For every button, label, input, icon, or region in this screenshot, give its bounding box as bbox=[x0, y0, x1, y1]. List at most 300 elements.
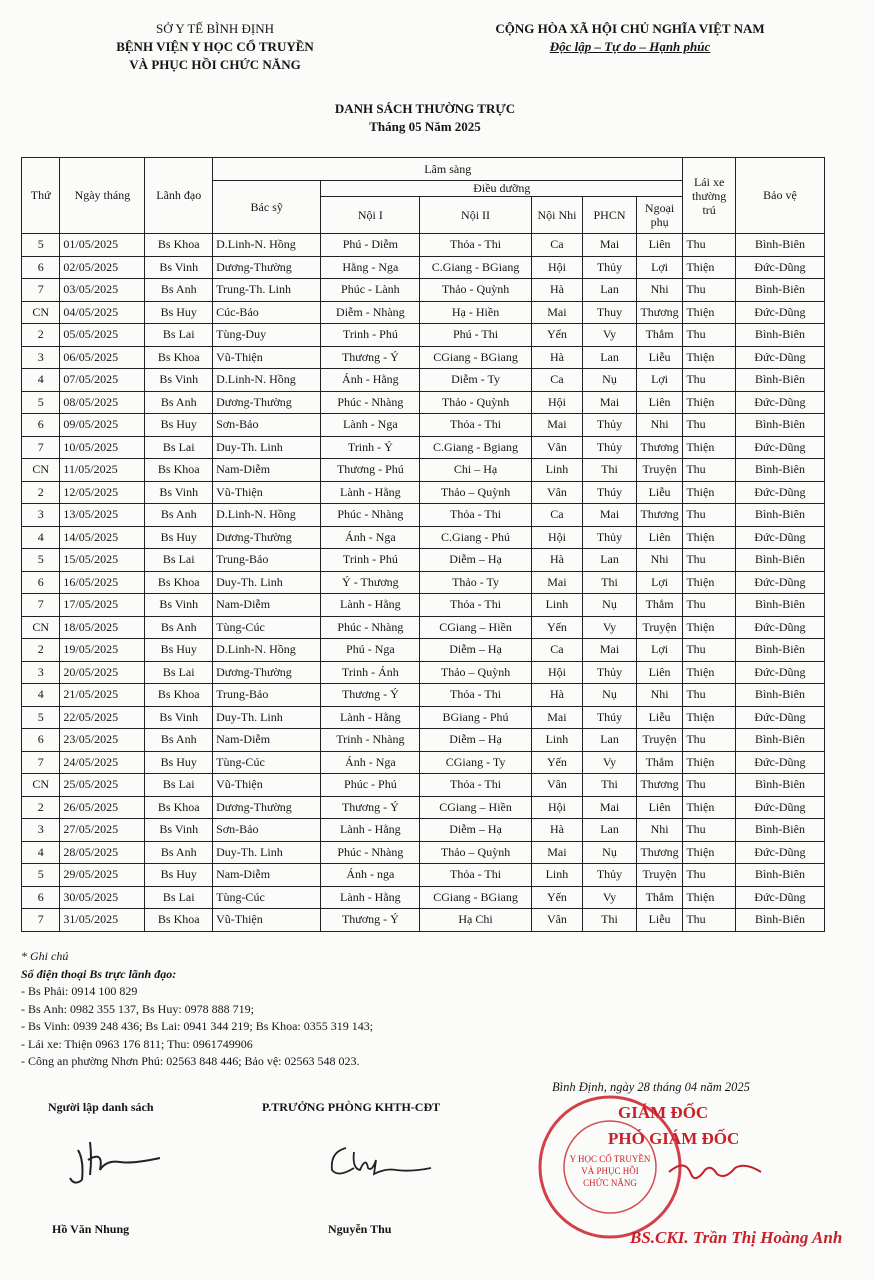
cell-noi1: Ánh - Nga bbox=[321, 751, 420, 774]
cell-ngoai-phu: Thương bbox=[636, 774, 683, 797]
cell-bao-ve: Bình-Biên bbox=[735, 369, 824, 392]
cell-lanh-dao: Bs Huy bbox=[145, 414, 213, 437]
director-name: BS.CKI. Trần Thị Hoàng Anh bbox=[630, 1228, 843, 1247]
cell-lai-xe: Thiện bbox=[683, 796, 736, 819]
cell-ngay: 15/05/2025 bbox=[60, 549, 145, 572]
phone-line: - Bs Phải: 0914 100 829 bbox=[21, 984, 138, 998]
cell-noi-nhi: Hà bbox=[531, 549, 583, 572]
header-bao-ve: Bảo vệ bbox=[735, 158, 824, 234]
cell-lai-xe: Thu bbox=[683, 369, 736, 392]
cell-noi-nhi: Hội bbox=[531, 256, 583, 279]
cell-bao-ve: Đức-Dũng bbox=[735, 796, 824, 819]
cell-lanh-dao: Bs Anh bbox=[145, 841, 213, 864]
cell-ngay: 23/05/2025 bbox=[60, 729, 145, 752]
cell-lanh-dao: Bs Huy bbox=[145, 526, 213, 549]
table-row bbox=[22, 661, 825, 684]
cell-ngay: 21/05/2025 bbox=[60, 684, 145, 707]
cell-noi2: CGiang - BGiang bbox=[420, 346, 531, 369]
cell-noi2: Chi – Hạ bbox=[420, 459, 531, 482]
cell-lai-xe: Thiện bbox=[683, 346, 736, 369]
cell-noi1: Hằng - Nga bbox=[321, 256, 420, 279]
cell-noi2: Thỏa - Thi bbox=[420, 684, 531, 707]
cell-noi2: Thảo – Quỳnh bbox=[420, 661, 531, 684]
cell-thu: 7 bbox=[22, 279, 60, 302]
cell-phcn: Nụ bbox=[583, 684, 637, 707]
cell-bac-si: Tùng-Cúc bbox=[213, 886, 321, 909]
phone-title: Số điện thoại Bs trực lãnh đạo: bbox=[21, 966, 177, 981]
cell-lanh-dao: Bs Huy bbox=[145, 864, 213, 887]
svg-text:CHỨC NĂNG: CHỨC NĂNG bbox=[583, 1178, 637, 1188]
table-row bbox=[22, 796, 825, 819]
cell-bao-ve: Bình-Biên bbox=[735, 729, 824, 752]
cell-ngay: 03/05/2025 bbox=[60, 279, 145, 302]
cell-thu: 5 bbox=[22, 234, 60, 257]
cell-ngay: 25/05/2025 bbox=[60, 774, 145, 797]
cell-noi-nhi: Mai bbox=[531, 841, 583, 864]
header-lanh-dao: Lãnh đạo bbox=[145, 158, 213, 234]
cell-lanh-dao: Bs Khoa bbox=[145, 234, 213, 257]
cell-bao-ve: Bình-Biên bbox=[735, 504, 824, 527]
cell-lai-xe: Thiện bbox=[683, 391, 736, 414]
cell-bac-si: D.Linh-N. Hồng bbox=[213, 234, 321, 257]
hospital-name: BỆNH VIỆN Y HỌC CỔ TRUYỀN bbox=[116, 39, 314, 54]
cell-ngay: 20/05/2025 bbox=[60, 661, 145, 684]
cell-lai-xe: Thiện bbox=[683, 436, 736, 459]
cell-phcn: Nụ bbox=[583, 841, 637, 864]
cell-phcn: Mai bbox=[583, 504, 637, 527]
cell-lanh-dao: Bs Vinh bbox=[145, 256, 213, 279]
cell-thu: 2 bbox=[22, 796, 60, 819]
table-row bbox=[22, 841, 825, 864]
cell-phcn: Mai bbox=[583, 639, 637, 662]
cell-bao-ve: Đức-Dũng bbox=[735, 841, 824, 864]
cell-bao-ve: Bình-Biên bbox=[735, 639, 824, 662]
cell-lai-xe: Thu bbox=[683, 774, 736, 797]
cell-ngoai-phu: Truyện bbox=[636, 459, 683, 482]
cell-noi-nhi: Vân bbox=[531, 481, 583, 504]
cell-lanh-dao: Bs Anh bbox=[145, 504, 213, 527]
cell-phcn: Thủy bbox=[583, 414, 637, 437]
cell-lanh-dao: Bs Lai bbox=[145, 661, 213, 684]
cell-bao-ve: Bình-Biên bbox=[735, 594, 824, 617]
cell-lai-xe: Thu bbox=[683, 504, 736, 527]
cell-noi1: Lành - Hằng bbox=[321, 886, 420, 909]
cell-ngay: 29/05/2025 bbox=[60, 864, 145, 887]
cell-noi-nhi: Mai bbox=[531, 414, 583, 437]
cell-phcn: Vy bbox=[583, 751, 637, 774]
cell-ngay: 01/05/2025 bbox=[60, 234, 145, 257]
cell-noi2: CGiang – Hiền bbox=[420, 796, 531, 819]
cell-noi-nhi: Yến bbox=[531, 324, 583, 347]
cell-lai-xe: Thiện bbox=[683, 481, 736, 504]
cell-ngoai-phu: Nhi bbox=[636, 549, 683, 572]
cell-ngoai-phu: Nhi bbox=[636, 414, 683, 437]
cell-noi1: Phúc - Lành bbox=[321, 279, 420, 302]
cell-lanh-dao: Bs Huy bbox=[145, 301, 213, 324]
cell-bac-si: Duy-Th. Linh bbox=[213, 436, 321, 459]
cell-thu: 2 bbox=[22, 481, 60, 504]
cell-thu: 3 bbox=[22, 504, 60, 527]
cell-lai-xe: Thu bbox=[683, 819, 736, 842]
cell-bac-si: Dương-Thường bbox=[213, 256, 321, 279]
preparer-name: Hồ Văn Nhung bbox=[52, 1222, 130, 1236]
cell-thu: 2 bbox=[22, 639, 60, 662]
cell-noi-nhi: Ca bbox=[531, 369, 583, 392]
cell-lai-xe: Thu bbox=[683, 594, 736, 617]
phone-line: - Bs Anh: 0982 355 137, Bs Huy: 0978 888 719; bbox=[21, 1001, 255, 1016]
cell-bao-ve: Đức-Dũng bbox=[735, 481, 824, 504]
cell-noi-nhi: Linh bbox=[531, 594, 583, 617]
cell-noi1: Thương - Ý bbox=[321, 909, 420, 932]
cell-ngay: 05/05/2025 bbox=[60, 324, 145, 347]
table-row bbox=[22, 751, 825, 774]
cell-thu: 6 bbox=[22, 729, 60, 752]
cell-lanh-dao: Bs Khoa bbox=[145, 571, 213, 594]
cell-thu: 6 bbox=[22, 571, 60, 594]
cell-phcn: Lan bbox=[583, 279, 637, 302]
table-row bbox=[22, 819, 825, 842]
cell-phcn: Thủy bbox=[583, 436, 637, 459]
cell-bao-ve: Đức-Dũng bbox=[735, 301, 824, 324]
cell-noi-nhi: Mai bbox=[531, 571, 583, 594]
header-ngoai-phu: Ngoại phụ bbox=[636, 197, 683, 234]
cell-lanh-dao: Bs Lai bbox=[145, 549, 213, 572]
cell-noi-nhi: Vân bbox=[531, 909, 583, 932]
cell-lanh-dao: Bs Khoa bbox=[145, 346, 213, 369]
cell-bac-si: Nam-Diễm bbox=[213, 864, 321, 887]
department-name: SỞ Y TẾ BÌNH ĐỊNH bbox=[156, 21, 274, 36]
cell-bao-ve: Bình-Biên bbox=[735, 459, 824, 482]
cell-noi2: C.Giang - BGiang bbox=[420, 256, 531, 279]
cell-noi1: Thương - Phú bbox=[321, 459, 420, 482]
national-title: CỘNG HÒA XÃ HỘI CHỦ NGHĨA VIỆT NAM bbox=[495, 21, 765, 36]
cell-thu: 6 bbox=[22, 256, 60, 279]
cell-noi1: Trinh - Ý bbox=[321, 436, 420, 459]
cell-thu: 4 bbox=[22, 369, 60, 392]
cell-lanh-dao: Bs Khoa bbox=[145, 684, 213, 707]
cell-noi-nhi: Yến bbox=[531, 886, 583, 909]
cell-noi1: Lành - Nga bbox=[321, 414, 420, 437]
cell-bao-ve: Bình-Biên bbox=[735, 324, 824, 347]
cell-bac-si: D.Linh-N. Hồng bbox=[213, 369, 321, 392]
cell-lai-xe: Thiện bbox=[683, 616, 736, 639]
cell-thu: 4 bbox=[22, 841, 60, 864]
cell-bac-si: Dương-Thường bbox=[213, 526, 321, 549]
cell-noi2: C.Giang - Phú bbox=[420, 526, 531, 549]
cell-bac-si: Duy-Th. Linh bbox=[213, 706, 321, 729]
mid-name: Nguyễn Thu bbox=[328, 1222, 392, 1236]
title-month: Tháng 05 Năm 2025 bbox=[369, 119, 481, 134]
cell-noi2: Diễm – Hạ bbox=[420, 819, 531, 842]
cell-thu: 7 bbox=[22, 751, 60, 774]
cell-noi1: Ánh - nga bbox=[321, 864, 420, 887]
cell-ngay: 10/05/2025 bbox=[60, 436, 145, 459]
preparer-role: Người lập danh sách bbox=[48, 1100, 154, 1114]
cell-lai-xe: Thu bbox=[683, 459, 736, 482]
cell-bao-ve: Bình-Biên bbox=[735, 234, 824, 257]
cell-bao-ve: Đức-Dũng bbox=[735, 526, 824, 549]
table-row bbox=[22, 729, 825, 752]
notes-label: * Ghi chú bbox=[21, 949, 69, 963]
table-row bbox=[22, 301, 825, 324]
cell-noi1: Diễm - Nhàng bbox=[321, 301, 420, 324]
cell-ngoai-phu: Thương bbox=[636, 436, 683, 459]
cell-phcn: Thi bbox=[583, 774, 637, 797]
cell-noi1: Phú - Diễm bbox=[321, 234, 420, 257]
cell-phcn: Thủy bbox=[583, 256, 637, 279]
cell-lanh-dao: Bs Khoa bbox=[145, 909, 213, 932]
cell-lanh-dao: Bs Khoa bbox=[145, 796, 213, 819]
cell-noi-nhi: Yến bbox=[531, 751, 583, 774]
cell-phcn: Thi bbox=[583, 909, 637, 932]
cell-lanh-dao: Bs Lai bbox=[145, 774, 213, 797]
cell-noi-nhi: Ca bbox=[531, 639, 583, 662]
cell-lanh-dao: Bs Lai bbox=[145, 886, 213, 909]
cell-bac-si: Tùng-Cúc bbox=[213, 616, 321, 639]
cell-ngoai-phu: Nhi bbox=[636, 684, 683, 707]
cell-bao-ve: Đức-Dũng bbox=[735, 706, 824, 729]
table-row bbox=[22, 639, 825, 662]
cell-bao-ve: Bình-Biên bbox=[735, 909, 824, 932]
hospital-name-cont: VÀ PHỤC HỒI CHỨC NĂNG bbox=[129, 57, 301, 72]
cell-noi2: Thảo – Quỳnh bbox=[420, 481, 531, 504]
cell-bac-si: D.Linh-N. Hồng bbox=[213, 639, 321, 662]
table-row bbox=[22, 909, 825, 932]
cell-lanh-dao: Bs Khoa bbox=[145, 459, 213, 482]
cell-noi1: Phúc - Nhàng bbox=[321, 504, 420, 527]
cell-bac-si: Duy-Th. Linh bbox=[213, 841, 321, 864]
cell-thu: 7 bbox=[22, 594, 60, 617]
cell-noi2: Thỏa - Thi bbox=[420, 414, 531, 437]
cell-noi-nhi: Hà bbox=[531, 279, 583, 302]
cell-bao-ve: Đức-Dũng bbox=[735, 751, 824, 774]
director-title bbox=[608, 1100, 739, 1152]
cell-lanh-dao: Bs Huy bbox=[145, 751, 213, 774]
cell-ngay: 30/05/2025 bbox=[60, 886, 145, 909]
cell-noi2: CGiang - BGiang bbox=[420, 886, 531, 909]
cell-thu: 3 bbox=[22, 819, 60, 842]
cell-ngay: 22/05/2025 bbox=[60, 706, 145, 729]
cell-ngoai-phu: Thắm bbox=[636, 751, 683, 774]
cell-lai-xe: Thu bbox=[683, 684, 736, 707]
table-row bbox=[22, 774, 825, 797]
cell-ngay: 09/05/2025 bbox=[60, 414, 145, 437]
table-row bbox=[22, 616, 825, 639]
cell-lanh-dao: Bs Vinh bbox=[145, 706, 213, 729]
cell-ngoai-phu: Thắm bbox=[636, 324, 683, 347]
cell-noi2: Thỏa - Thi bbox=[420, 234, 531, 257]
cell-bao-ve: Bình-Biên bbox=[735, 819, 824, 842]
cell-noi2: Hạ Chi bbox=[420, 909, 531, 932]
national-header bbox=[465, 20, 795, 56]
cell-noi2: CGiang – Hiền bbox=[420, 616, 531, 639]
table-row bbox=[22, 436, 825, 459]
notes-section bbox=[21, 948, 373, 1071]
cell-noi1: Phúc - Nhàng bbox=[321, 616, 420, 639]
cell-phcn: Thi bbox=[583, 571, 637, 594]
svg-text:VÀ PHỤC HỒI: VÀ PHỤC HỒI bbox=[581, 1166, 639, 1176]
preparer-signature-icon bbox=[60, 1130, 180, 1190]
date-place-line: Bình Định, ngày 28 tháng 04 năm 2025 bbox=[552, 1080, 750, 1094]
cell-ngoai-phu: Liễu bbox=[636, 346, 683, 369]
cell-thu: 7 bbox=[22, 436, 60, 459]
cell-ngoai-phu: Thắm bbox=[636, 886, 683, 909]
cell-lai-xe: Thiện bbox=[683, 256, 736, 279]
cell-ngoai-phu: Thương bbox=[636, 841, 683, 864]
table-row bbox=[22, 346, 825, 369]
cell-noi1: Phú - Nga bbox=[321, 639, 420, 662]
cell-thu: 2 bbox=[22, 324, 60, 347]
table-row bbox=[22, 414, 825, 437]
cell-lai-xe: Thiện bbox=[683, 751, 736, 774]
cell-noi1: Lành - Hằng bbox=[321, 481, 420, 504]
deputy-role: PHÓ GIÁM ĐỐC bbox=[608, 1129, 740, 1148]
header-noi2: Nội II bbox=[420, 197, 531, 234]
cell-bac-si: Trung-Bảo bbox=[213, 684, 321, 707]
cell-ngay: 19/05/2025 bbox=[60, 639, 145, 662]
table-row bbox=[22, 391, 825, 414]
cell-thu: CN bbox=[22, 301, 60, 324]
cell-lai-xe: Thiện bbox=[683, 571, 736, 594]
header-dieu-duong: Điều dưỡng bbox=[321, 181, 683, 197]
cell-thu: 6 bbox=[22, 886, 60, 909]
cell-phcn: Lan bbox=[583, 729, 637, 752]
cell-lai-xe: Thu bbox=[683, 279, 736, 302]
cell-bac-si: Sơn-Bảo bbox=[213, 819, 321, 842]
cell-ngoai-phu: Truyện bbox=[636, 864, 683, 887]
cell-bac-si: Nam-Diễm bbox=[213, 594, 321, 617]
cell-thu: 4 bbox=[22, 684, 60, 707]
national-motto: Độc lập – Tự do – Hạnh phúc bbox=[549, 39, 711, 54]
cell-bao-ve: Bình-Biên bbox=[735, 279, 824, 302]
cell-thu: CN bbox=[22, 616, 60, 639]
header-noi1: Nội I bbox=[321, 197, 420, 234]
cell-noi-nhi: Mai bbox=[531, 706, 583, 729]
cell-noi-nhi: Yến bbox=[531, 616, 583, 639]
cell-lanh-dao: Bs Lai bbox=[145, 436, 213, 459]
phone-line: - Lái xe: Thiện 0963 176 811; Thu: 0961749906 bbox=[21, 1036, 253, 1051]
cell-bao-ve: Đức-Dũng bbox=[735, 256, 824, 279]
cell-noi2: Diễm – Hạ bbox=[420, 639, 531, 662]
cell-ngay: 24/05/2025 bbox=[60, 751, 145, 774]
cell-noi-nhi: Vân bbox=[531, 774, 583, 797]
cell-lai-xe: Thiện bbox=[683, 661, 736, 684]
cell-ngoai-phu: Lợi bbox=[636, 571, 683, 594]
header-lam-sang: Lâm sàng bbox=[213, 158, 683, 181]
cell-ngay: 06/05/2025 bbox=[60, 346, 145, 369]
table-row bbox=[22, 864, 825, 887]
header-phcn: PHCN bbox=[583, 197, 637, 234]
cell-ngoai-phu: Thương bbox=[636, 504, 683, 527]
cell-noi1: Ý - Thương bbox=[321, 571, 420, 594]
cell-noi-nhi: Hà bbox=[531, 684, 583, 707]
table-row bbox=[22, 706, 825, 729]
cell-bac-si: D.Linh-N. Hồng bbox=[213, 504, 321, 527]
cell-lai-xe: Thu bbox=[683, 909, 736, 932]
cell-lai-xe: Thiện bbox=[683, 301, 736, 324]
cell-ngay: 27/05/2025 bbox=[60, 819, 145, 842]
cell-noi-nhi: Ca bbox=[531, 234, 583, 257]
cell-bao-ve: Bình-Biên bbox=[735, 414, 824, 437]
table-row bbox=[22, 684, 825, 707]
cell-ngoai-phu: Liễu bbox=[636, 909, 683, 932]
cell-noi1: Trinh - Phú bbox=[321, 324, 420, 347]
cell-ngay: 17/05/2025 bbox=[60, 594, 145, 617]
cell-lai-xe: Thu bbox=[683, 324, 736, 347]
table-row bbox=[22, 369, 825, 392]
cell-lai-xe: Thu bbox=[683, 414, 736, 437]
cell-bac-si: Nam-Diễm bbox=[213, 459, 321, 482]
cell-bao-ve: Bình-Biên bbox=[735, 774, 824, 797]
table-row bbox=[22, 459, 825, 482]
cell-ngoai-phu: Thắm bbox=[636, 594, 683, 617]
cell-ngay: 11/05/2025 bbox=[60, 459, 145, 482]
table-row bbox=[22, 886, 825, 909]
cell-bac-si: Vũ-Thiện bbox=[213, 346, 321, 369]
mid-signature-icon bbox=[316, 1138, 436, 1188]
cell-bac-si: Dương-Thường bbox=[213, 391, 321, 414]
cell-thu: 5 bbox=[22, 706, 60, 729]
cell-lanh-dao: Bs Vinh bbox=[145, 369, 213, 392]
cell-noi-nhi: Hà bbox=[531, 819, 583, 842]
cell-noi1: Lành - Hằng bbox=[321, 706, 420, 729]
cell-phcn: Thúy bbox=[583, 706, 637, 729]
cell-phcn: Thúy bbox=[583, 481, 637, 504]
cell-bao-ve: Đức-Dũng bbox=[735, 661, 824, 684]
cell-ngoai-phu: Lợi bbox=[636, 639, 683, 662]
cell-noi1: Trinh - Nhàng bbox=[321, 729, 420, 752]
header-thu: Thứ bbox=[22, 158, 60, 234]
cell-phcn: Vy bbox=[583, 616, 637, 639]
cell-phcn: Mai bbox=[583, 796, 637, 819]
cell-lai-xe: Thu bbox=[683, 864, 736, 887]
cell-ngay: 12/05/2025 bbox=[60, 481, 145, 504]
agency-header bbox=[80, 20, 350, 74]
cell-lanh-dao: Bs Anh bbox=[145, 729, 213, 752]
cell-noi2: Thảo – Quỳnh bbox=[420, 841, 531, 864]
cell-phcn: Thuy bbox=[583, 301, 637, 324]
cell-bao-ve: Đức-Dũng bbox=[735, 571, 824, 594]
cell-noi1: Phúc - Nhàng bbox=[321, 391, 420, 414]
cell-noi2: Diễm – Hạ bbox=[420, 729, 531, 752]
cell-bac-si: Trung-Bảo bbox=[213, 549, 321, 572]
table-row bbox=[22, 549, 825, 572]
header-lai-xe: Lái xe thường trú bbox=[683, 158, 736, 234]
header-ngay: Ngày tháng bbox=[60, 158, 145, 234]
cell-bao-ve: Đức-Dũng bbox=[735, 886, 824, 909]
cell-noi-nhi: Linh bbox=[531, 729, 583, 752]
cell-noi-nhi: Hội bbox=[531, 391, 583, 414]
cell-noi1: Ánh - Nga bbox=[321, 526, 420, 549]
phone-line: - Bs Vinh: 0939 248 436; Bs Lai: 0941 344 219; Bs Khoa: 0355 319 143; bbox=[21, 1019, 374, 1033]
cell-ngoai-phu: Lợi bbox=[636, 369, 683, 392]
cell-phcn: Nụ bbox=[583, 369, 637, 392]
cell-bao-ve: Đức-Dũng bbox=[735, 436, 824, 459]
cell-noi-nhi: Hội bbox=[531, 526, 583, 549]
cell-noi2: C.Giang - Bgiang bbox=[420, 436, 531, 459]
cell-noi-nhi: Ca bbox=[531, 504, 583, 527]
cell-ngay: 28/05/2025 bbox=[60, 841, 145, 864]
header-noi-nhi: Nội Nhi bbox=[531, 197, 583, 234]
cell-ngoai-phu: Liên bbox=[636, 234, 683, 257]
cell-bao-ve: Bình-Biên bbox=[735, 549, 824, 572]
cell-bac-si: Dương-Thường bbox=[213, 661, 321, 684]
cell-phcn: Lan bbox=[583, 549, 637, 572]
roster-body bbox=[22, 234, 825, 932]
cell-bao-ve: Bình-Biên bbox=[735, 864, 824, 887]
cell-noi2: Thỏa - Thi bbox=[420, 864, 531, 887]
cell-thu: 5 bbox=[22, 864, 60, 887]
